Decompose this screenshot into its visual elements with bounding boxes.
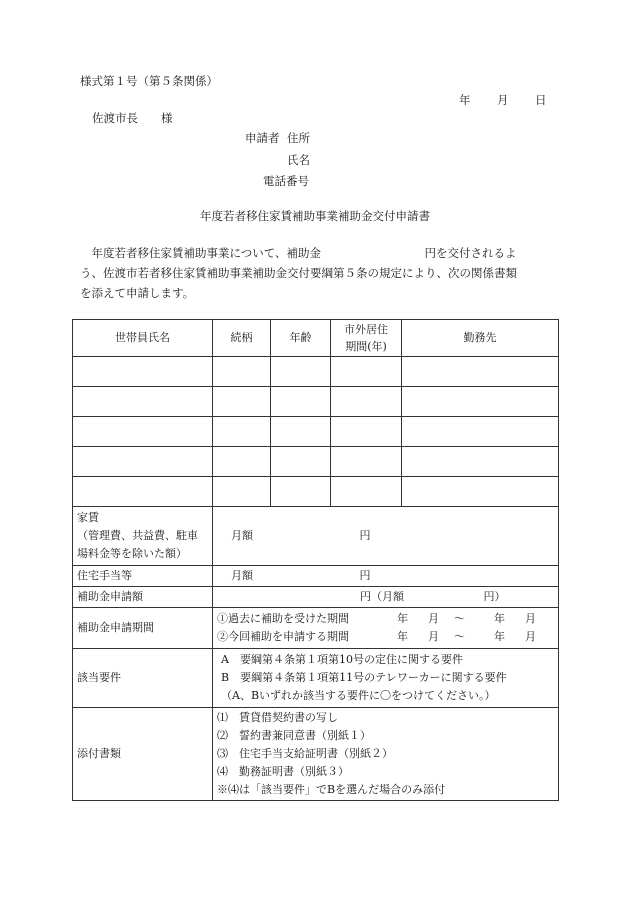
rent-monthly-label: 月額 [231,529,253,542]
attachment-item: ⑷ 勤務証明書（別紙３） [217,765,349,778]
header-member-name: 世帯員氏名 [73,320,213,357]
application-amount-value-cell[interactable] [213,587,559,608]
applicant-name-label: 氏名 [287,153,310,167]
residence-cell[interactable] [331,417,402,447]
table-row [73,357,559,387]
applicant-address-label: 住所 [287,131,310,145]
relation-cell[interactable] [213,357,271,387]
table-row [73,417,559,447]
workplace-cell[interactable] [402,357,559,387]
age-cell[interactable] [271,447,331,477]
addressee: 佐渡市長 様 [92,111,173,125]
date-month: 月 [497,93,509,107]
attachment-item: ⑴ 賃貸借契約書の写し [217,711,338,724]
requirements-label: 該当要件 [73,649,213,708]
residence-cell[interactable] [331,477,402,507]
application-period-value-cell[interactable] [213,608,559,649]
member-name-cell[interactable] [73,357,213,387]
table-row [73,387,559,417]
housing-allowance-label: 住宅手当等 [73,566,213,587]
period-row-past: ①過去に補助を受けた期間 年 月 ～ 年 月 [217,612,536,625]
requirement-note: （A、Bいずれか該当する要件に〇をつけてください。） [221,689,496,702]
applicant-label: 申請者 [245,131,280,145]
age-cell[interactable] [271,417,331,447]
applicant-phone-label: 電話番号 [263,174,309,188]
header-age: 年齢 [271,320,331,357]
member-name-cell[interactable] [73,387,213,417]
application-table [72,319,559,801]
rent-label: 家賃 （管理費、共益費、駐車 場料金等を除いた額） [73,507,213,566]
body-line: 年度若者移住家賃補助事業について、補助金 円を交付されるよ [80,246,517,260]
amount-yen-label: 円（月額 [360,590,404,603]
relation-cell[interactable] [213,387,271,417]
table-row [73,447,559,477]
workplace-cell[interactable] [402,447,559,477]
rent-yen-label: 円 [359,529,371,542]
requirement-a: A 要綱第４条第１項第10号の定住に関する要件 [221,653,463,666]
header-workplace: 勤務先 [402,320,559,357]
table-row [73,477,559,507]
attachments-value-cell [213,708,559,801]
date-year: 年 [459,93,471,107]
period-row-current: ②今回補助を申請する期間 年 月 ～ 年 月 [217,630,536,643]
member-name-cell[interactable] [73,417,213,447]
member-name-cell[interactable] [73,477,213,507]
header-residence-period: 市外居住 期間(年) [331,320,402,357]
application-amount-label: 補助金申請額 [73,587,213,608]
body-paragraph [80,243,558,303]
age-cell[interactable] [271,387,331,417]
attachment-item: ⑶ 住宅手当支給証明書（別紙２） [217,747,393,760]
application-period-label: 補助金申請期間 [73,608,213,649]
amount-close-label: 円） [483,590,506,603]
body-line: を添えて申請します。 [80,286,195,300]
housing-allowance-value-cell[interactable] [213,566,559,587]
requirement-b: B 要綱第４条第１項第11号のテレワーカーに関する要件 [221,671,507,684]
workplace-cell[interactable] [402,387,559,417]
form-number: 様式第１号（第５条関係） [80,74,218,88]
residence-cell[interactable] [331,447,402,477]
date-day: 日 [535,93,547,107]
attachment-item: ⑵ 誓約書兼同意書（別紙１） [217,729,371,742]
document-title: 年度若者移住家賃補助事業補助金交付申請書 [200,209,430,223]
relation-cell[interactable] [213,477,271,507]
relation-cell[interactable] [213,447,271,477]
workplace-cell[interactable] [402,417,559,447]
member-name-cell[interactable] [73,447,213,477]
residence-cell[interactable] [331,387,402,417]
housing-monthly-label: 月額 [231,569,253,582]
workplace-cell[interactable] [402,477,559,507]
header-relation: 続柄 [213,320,271,357]
age-cell[interactable] [271,357,331,387]
age-cell[interactable] [271,477,331,507]
residence-cell[interactable] [331,357,402,387]
requirements-value-cell[interactable] [213,649,559,708]
housing-yen-label: 円 [359,569,371,582]
rent-value-cell[interactable] [213,507,559,566]
attachment-note: ※⑷は「該当要件」でBを選んだ場合のみ添付 [217,783,446,796]
body-line: う、佐渡市若者移住家賃補助事業補助金交付要綱第５条の規定により、次の関係書類 [80,266,517,280]
relation-cell[interactable] [213,417,271,447]
attachments-label: 添付書類 [73,708,213,801]
